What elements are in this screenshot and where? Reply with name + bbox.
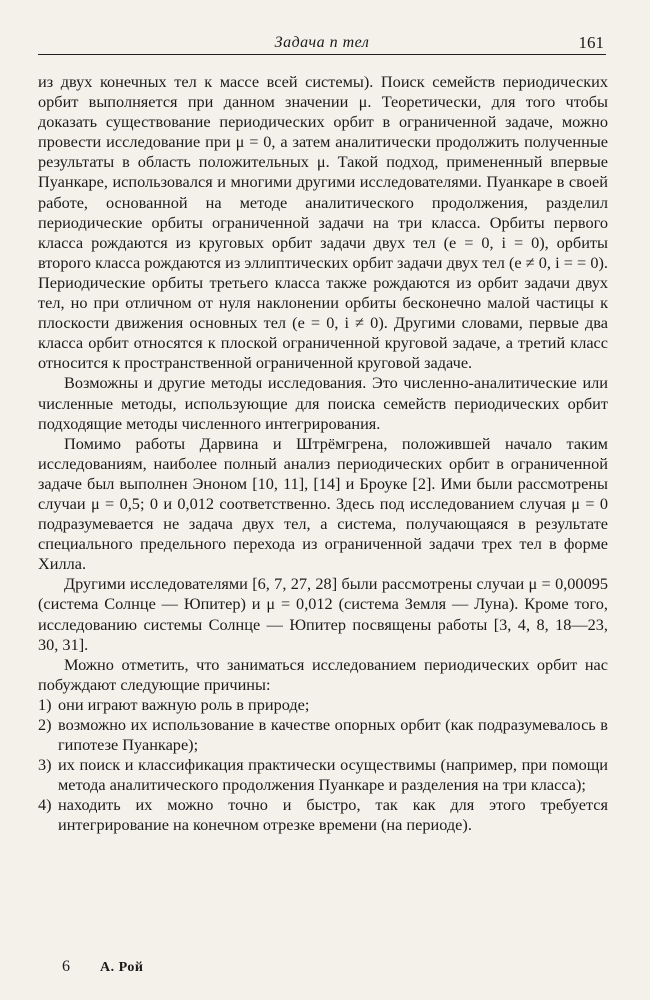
list-item-text: возможно их использование в качестве опорных орбит (как подразумевалось в гипотезе Пуанкаре); — [58, 715, 608, 755]
running-title: Задача п тел — [274, 34, 370, 51]
paragraph-3: Помимо работы Дарвина и Штрёмгрена, положившей начало таким исследованиям, наиболее полный анализ периодических орбит в ограниченной задаче был выполнен Эноном [10, 11], [14] и Броуке [2]. Ими были рассмотрены случаи μ = 0,5; 0 и 0,012 соответственно. Здесь под исследованием случая μ = 0 подразумевается не задача двух тел, а система, получающаяся в результате специального предельного перехода из ограниченной задачи трех тел в форме Хилла. — [38, 433, 608, 574]
paragraph-5: Можно отметить, что заниматься исследованием периодических орбит нас побуждают следующие причины: — [38, 654, 608, 694]
list-item-1 — [38, 695, 608, 715]
list-item-2 — [38, 715, 608, 755]
list-item-number: 1) — [38, 694, 52, 714]
running-header — [38, 32, 606, 55]
list-item-number: 4) — [38, 795, 52, 815]
list-item-3 — [38, 755, 608, 795]
list-item-number: 3) — [38, 755, 52, 775]
paragraph-2: Возможны и другие методы исследования. Это численно-аналитические или численные методы, использующие для поиска семейств периодических орбит подходящие методы численного интегрирования. — [38, 373, 608, 433]
signature-footer — [62, 958, 143, 976]
signature-author: А. Рой — [100, 960, 144, 975]
paragraph-1: из двух конечных тел к массе всей системы). Поиск семейств периодических орбит выполняется при данном значении μ. Теоретически, для того чтобы доказать существование периодических орбит в ограниченной задаче, можно провести исследование при μ = 0, а затем аналитически продолжить полученные результаты в область положительных μ. Такой подход, примененный впервые Пуанкаре, использовался и многими другими исследователями. Пуанкаре в своей работе, основанной на методе аналитического продолжения, разделил периодические орбиты ограниченной задачи на три класса. Орбиты первого класса рождаются из круговых орбит задачи двух тел (e = 0, i = 0), орбиты второго класса рождаются из эллиптических орбит задачи двух тел (e ≠ 0, i = = 0). Периодические орбиты третьего класса также рождаются из орбит задачи двух тел, но при отличном от нуля наклонении орбиты бесконечно малой частицы к плоскости движения основных тел (e = 0, i ≠ 0). Другими словами, первые два класса орбит относятся к плоской ограниченной круговой задаче, а третий класс относится к пространственной ограниченной круговой задаче. — [38, 72, 608, 373]
list-item-number: 2) — [38, 715, 52, 734]
list-item-text: их поиск и классификация практически осуществимы (например, при помощи метода аналитического продолжения Пуанкаре и разделения на три класса); — [58, 755, 608, 795]
paragraph-4: Другими исследователями [6, 7, 27, 28] были рассмотрены случаи μ = 0,00095 (система Солнце — Юпитер) и μ = 0,012 (система Земля — Луна). Кроме того, исследованию системы Солнце — Юпитер посвящены работы [3, 4, 8, 18—23, 30, 31]. — [38, 574, 608, 654]
page-number: 161 — [578, 33, 604, 52]
page-body — [38, 72, 608, 836]
list-item-text: они играют важную роль в природе; — [58, 694, 310, 714]
signature-number: 6 — [62, 958, 70, 975]
list-item-4 — [38, 795, 608, 835]
list-item-text: находить их можно точно и быстро, так как для этого требуется интегрирование на конечном отрезке времени (на периоде). — [58, 795, 608, 835]
